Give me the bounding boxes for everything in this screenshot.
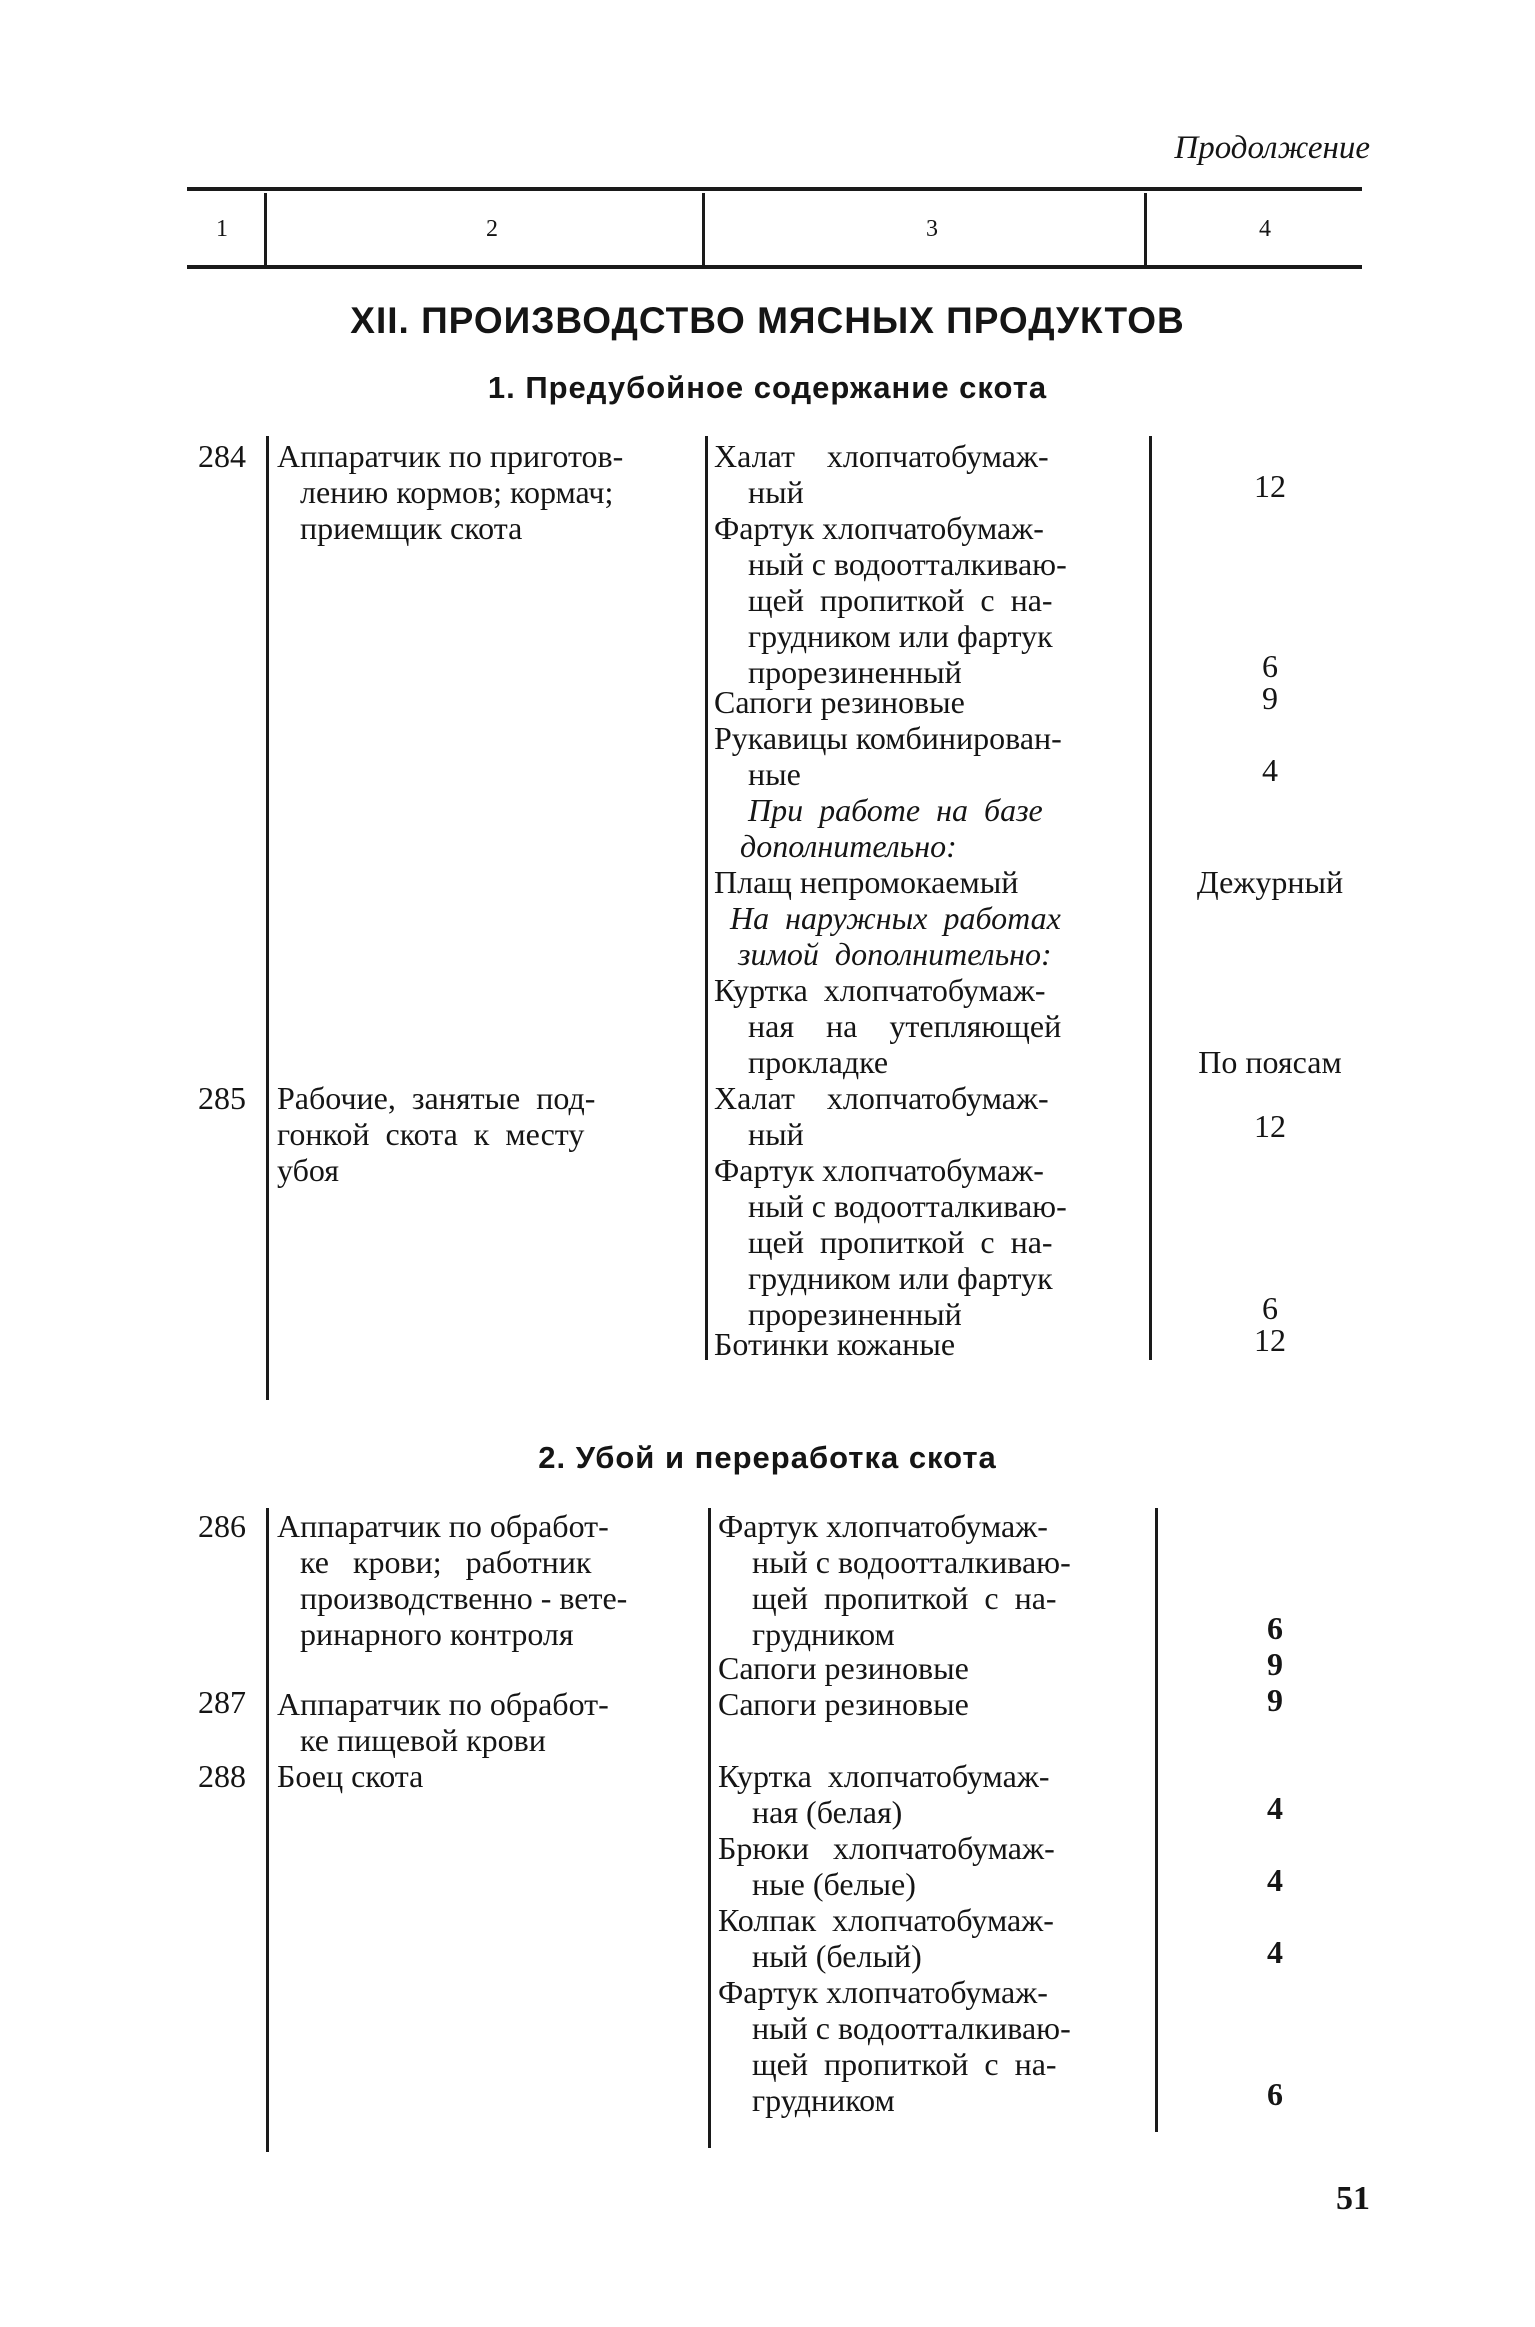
header-divider	[264, 193, 267, 265]
item-text: Халат хлопчатобумаж-	[714, 438, 1049, 474]
column-divider	[708, 1508, 711, 2148]
profession-text: Боец скота	[277, 1758, 424, 1794]
item-text: щей пропиткой с на-	[748, 1224, 1053, 1260]
item-text: ный (белый)	[752, 1938, 922, 1974]
item-value: 12	[1254, 1108, 1286, 1144]
item-text: Фартук хлопчатобумаж-	[718, 1508, 1048, 1544]
item-text: Брюки хлопчатобумаж-	[718, 1830, 1055, 1866]
item-value: 9	[1267, 1682, 1283, 1718]
profession-text: Аппаратчик по приготов-	[277, 438, 624, 474]
item-text: Сапоги резиновые	[718, 1686, 969, 1722]
item-value: 12	[1254, 1322, 1286, 1358]
profession-text: убоя	[277, 1152, 339, 1188]
subsection-title: 2. Убой и переработка скота	[538, 1440, 997, 1475]
item-text: прокладке	[748, 1044, 889, 1080]
item-text: ный с водоотталкиваю-	[752, 2010, 1071, 2046]
header-divider	[702, 193, 705, 265]
item-text: Плащ непромокаемый	[714, 864, 1019, 900]
item-text: щей пропиткой с на-	[752, 2046, 1057, 2082]
item-text: Ботинки кожаные	[714, 1326, 956, 1362]
column-number: 3	[926, 216, 938, 242]
column-divider	[266, 436, 269, 1400]
continuation-label: Продолжение	[1174, 130, 1370, 166]
item-value: 6	[1262, 648, 1278, 684]
item-text: Колпак хлопчатобумаж-	[718, 1902, 1054, 1938]
profession-text: гонкой скота к месту	[277, 1116, 585, 1152]
subsection-title: 1. Предубойное содержание скота	[487, 370, 1048, 405]
item-text: щей пропиткой с на-	[748, 582, 1053, 618]
item-value: 6	[1262, 1290, 1278, 1326]
item-text: грудником	[752, 2082, 895, 2118]
item-text: прорезиненный	[748, 1296, 962, 1332]
item-value: 4	[1267, 1862, 1283, 1898]
profession-text: Аппаратчик по обработ-	[277, 1508, 609, 1544]
item-text: Рукавицы комбинирован-	[714, 720, 1062, 756]
header-divider	[1144, 193, 1147, 265]
row-number: 287	[198, 1684, 246, 1720]
item-text: Сапоги резиновые	[714, 684, 965, 720]
item-text: ный с водоотталкиваю-	[748, 1188, 1067, 1224]
item-value: По поясам	[1198, 1044, 1342, 1080]
profession-text: приемщик скота	[300, 510, 523, 546]
profession-text: ке крови; работник	[300, 1544, 592, 1580]
item-text: ный с водоотталкиваю-	[752, 1544, 1071, 1580]
item-value: 6	[1267, 1610, 1283, 1646]
item-text: ная (белая)	[752, 1794, 903, 1830]
condition-note: При работе на базе	[748, 792, 1043, 828]
item-text: прорезиненный	[748, 654, 962, 690]
row-number: 286	[198, 1508, 246, 1544]
item-text: Халат хлопчатобумаж-	[714, 1080, 1049, 1116]
row-number: 284	[198, 438, 246, 474]
item-text: Куртка хлопчатобумаж-	[718, 1758, 1050, 1794]
item-text: Куртка хлопчатобумаж-	[714, 972, 1046, 1008]
row-number: 285	[198, 1080, 246, 1116]
item-text: грудником или фартук	[748, 618, 1053, 654]
item-text: ная на утепляющей	[748, 1008, 1062, 1044]
header-bottom-rule	[187, 265, 1362, 269]
item-value: 12	[1254, 468, 1286, 504]
profession-text: ке пищевой крови	[300, 1722, 546, 1758]
column-divider	[705, 436, 708, 1360]
profession-text: производственно - вете-	[300, 1580, 628, 1616]
item-text: ные	[748, 756, 801, 792]
item-value: 4	[1267, 1934, 1283, 1970]
item-text: Сапоги резиновые	[718, 1650, 969, 1686]
item-text: Фартук хлопчатобумаж-	[718, 1974, 1048, 2010]
column-number: 2	[486, 216, 498, 242]
condition-note: зимой дополнительно:	[738, 936, 1052, 972]
column-divider	[1155, 1508, 1158, 2132]
condition-note: дополнительно:	[740, 828, 957, 864]
item-text: грудником или фартук	[748, 1260, 1053, 1296]
profession-text: лению кормов; кормач;	[300, 474, 614, 510]
column-divider	[1149, 436, 1152, 1360]
item-value: 4	[1262, 752, 1278, 788]
item-text: щей пропиткой с на-	[752, 1580, 1057, 1616]
item-text: ный	[748, 474, 804, 510]
item-value: 9	[1267, 1646, 1283, 1682]
item-text: Фартук хлопчатобумаж-	[714, 510, 1044, 546]
row-number: 288	[198, 1758, 246, 1794]
item-text: ные (белые)	[752, 1866, 916, 1902]
column-number: 4	[1259, 216, 1271, 242]
page-number: 51	[1336, 2180, 1370, 2217]
item-text: ный с водоотталкиваю-	[748, 546, 1067, 582]
item-text: грудником	[752, 1616, 895, 1652]
profession-text: ринарного контроля	[300, 1616, 574, 1652]
column-divider	[266, 1508, 269, 2152]
section-title: XII. ПРОИЗВОДСТВО МЯСНЫХ ПРОДУКТОВ	[350, 300, 1185, 341]
profession-text: Аппаратчик по обработ-	[277, 1686, 609, 1722]
item-value: 6	[1267, 2076, 1283, 2112]
header-top-rule	[187, 187, 1362, 191]
condition-note: На наружных работах	[730, 900, 1061, 936]
item-value: 9	[1262, 680, 1278, 716]
column-number: 1	[216, 216, 228, 242]
item-text: ный	[748, 1116, 804, 1152]
item-value: 4	[1267, 1790, 1283, 1826]
profession-text: Рабочие, занятые под-	[277, 1080, 596, 1116]
item-text: Фартук хлопчатобумаж-	[714, 1152, 1044, 1188]
item-value: Дежурный	[1196, 864, 1344, 900]
